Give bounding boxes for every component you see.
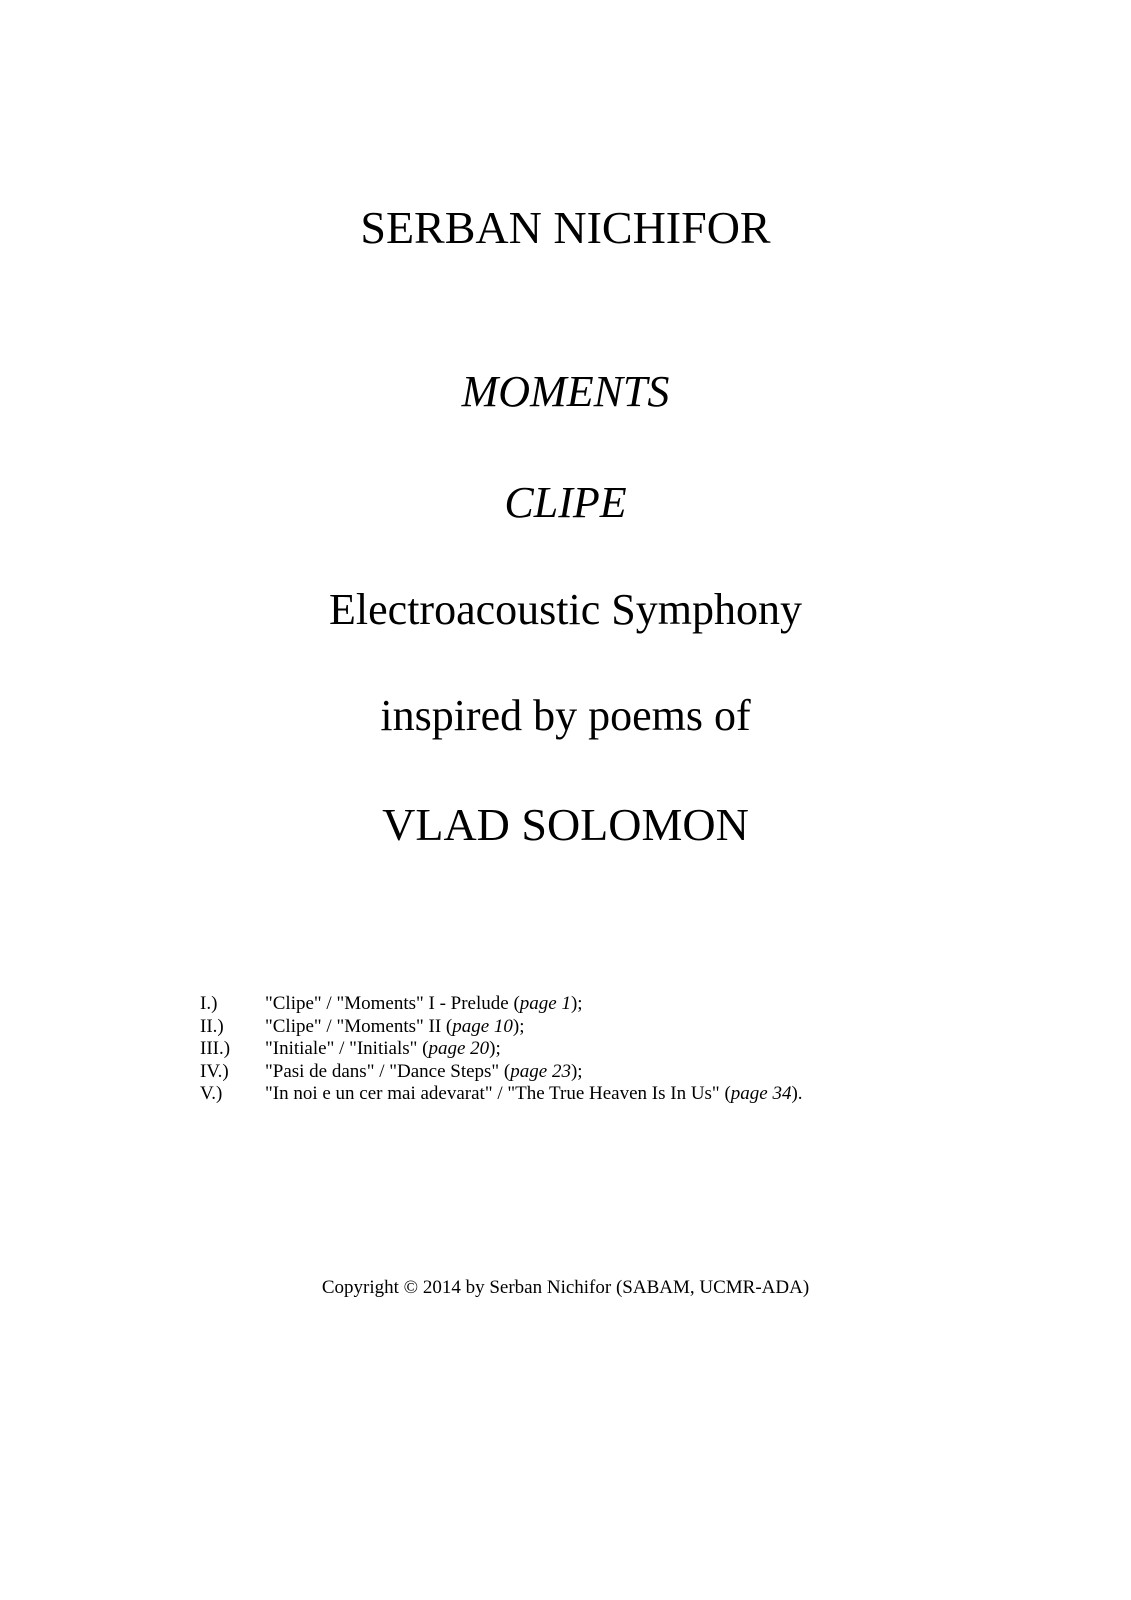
movement-numeral: I.) xyxy=(200,993,218,1014)
poet-name: VLAD SOLOMON xyxy=(382,799,749,850)
work-title-english: MOMENTS xyxy=(461,367,670,416)
movement-numeral: V.) xyxy=(200,1083,223,1104)
movement-punctuation: ); xyxy=(489,1038,501,1059)
movement-page-ref: page 23 xyxy=(510,1060,571,1082)
movement-punctuation: ); xyxy=(570,1060,583,1082)
movement-punctuation: ); xyxy=(570,993,583,1014)
movement-numeral: IV.) xyxy=(200,1060,229,1082)
movement-description xyxy=(265,1061,583,1084)
movement-page-ref: page 20 xyxy=(428,1038,490,1059)
movement-description xyxy=(265,993,583,1016)
movement-punctuation: ); xyxy=(512,1015,525,1037)
movement-page-ref: page 10 xyxy=(452,1015,513,1037)
movement-title: "Initiale" / "Initials" ( xyxy=(265,1038,429,1059)
movement-title: "Pasi de dans" / "Dance Steps" ( xyxy=(265,1060,511,1082)
movement-numeral: II.) xyxy=(200,1015,224,1037)
movement-punctuation: ). xyxy=(791,1083,803,1104)
inspired-by-line: inspired by poems of xyxy=(380,691,751,740)
movement-title: "Clipe" / "Moments" I - Prelude ( xyxy=(265,993,520,1014)
movement-description xyxy=(265,1038,501,1061)
copyright-notice: Copyright © 2014 by Serban Nichifor (SABAM, UCMR-ADA) xyxy=(321,1277,810,1298)
movement-page-ref: page 34 xyxy=(730,1083,792,1104)
movement-description xyxy=(265,1083,803,1106)
work-title-romanian: CLIPE xyxy=(504,478,627,527)
work-genre: Electroacoustic Symphony xyxy=(329,585,802,634)
movement-description xyxy=(265,1016,525,1039)
movement-title: "Clipe" / "Moments" II ( xyxy=(265,1015,453,1037)
movement-page-ref: page 1 xyxy=(519,993,571,1014)
composer-name: SERBAN NICHIFOR xyxy=(360,202,771,253)
movement-title: "In noi e un cer mai adevarat" / "The True Heaven Is In Us" ( xyxy=(265,1083,731,1104)
movement-numeral: III.) xyxy=(200,1038,231,1059)
